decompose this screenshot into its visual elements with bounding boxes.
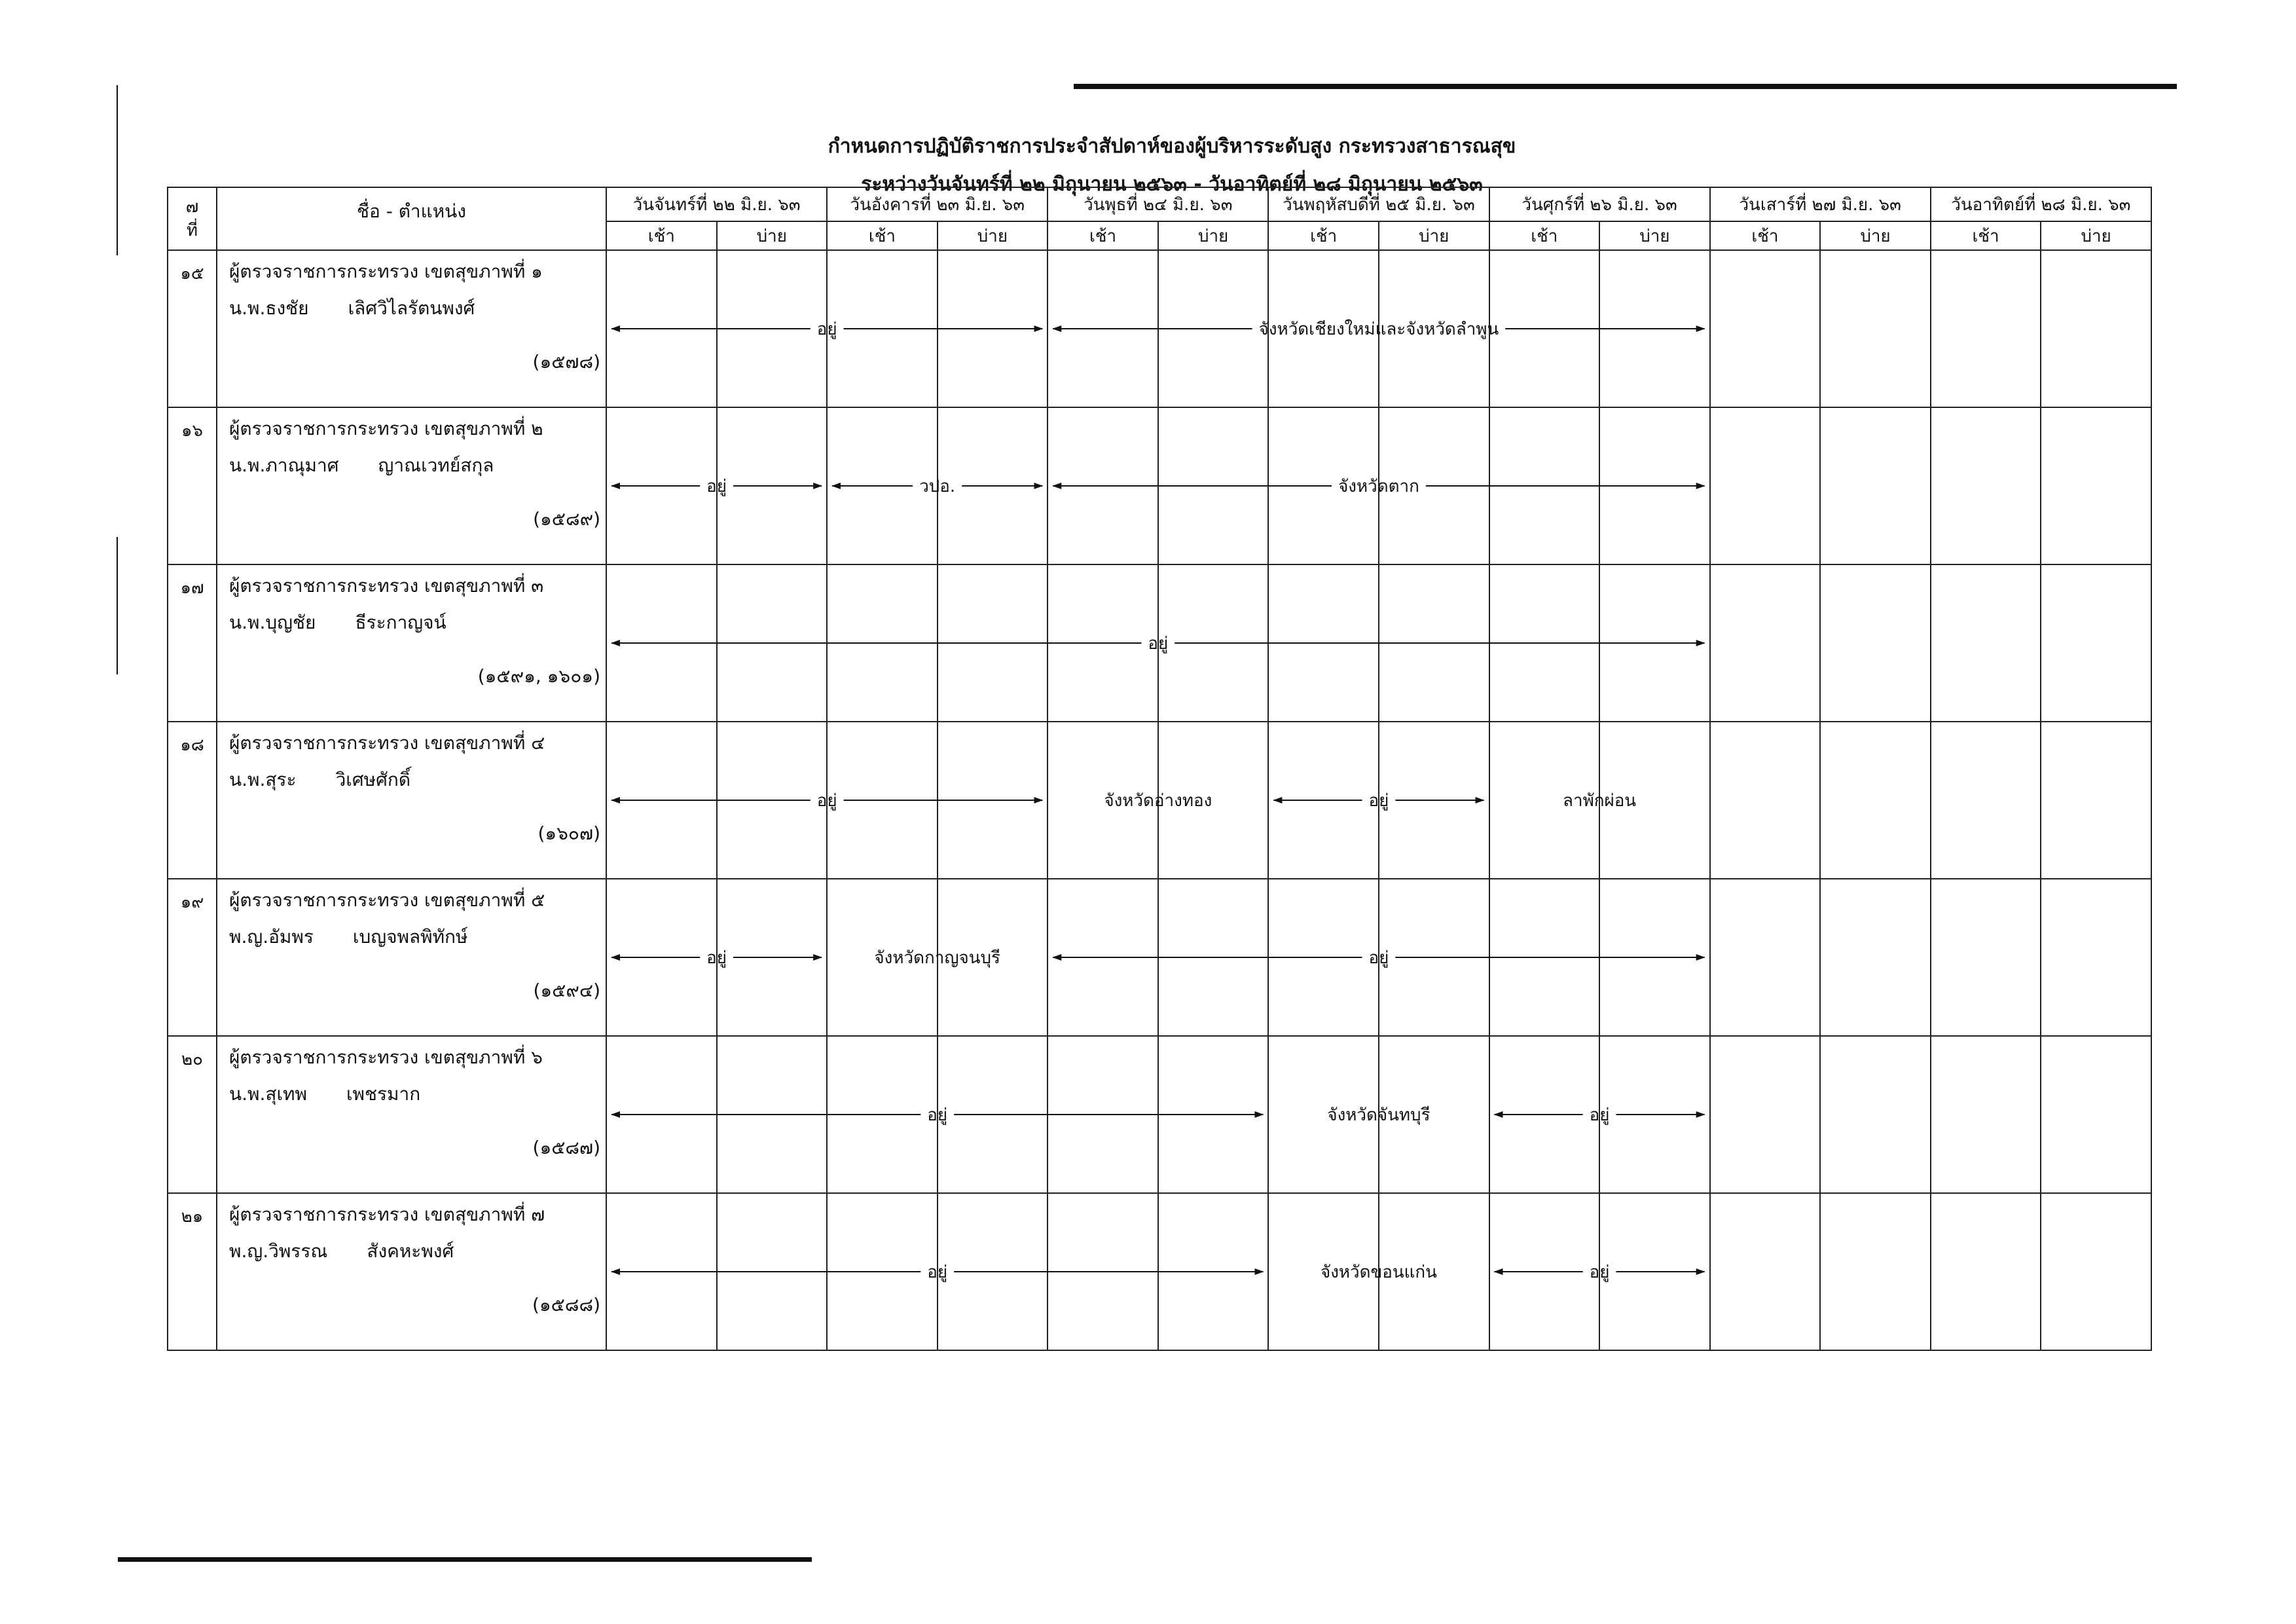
person-surname: วิเศษศักดิ์: [335, 769, 411, 790]
position-title: ผู้ตรวจราชการกระทรวง เขตสุขภาพที่ ๕: [229, 889, 545, 911]
position-title: ผู้ตรวจราชการกระทรวง เขตสุขภาพที่ ๑: [229, 261, 543, 282]
row-number: ๑๘: [168, 722, 217, 879]
position-title: ผู้ตรวจราชการกระทรวง เขตสุขภาพที่ ๓: [229, 575, 544, 597]
activity-label: อยู่: [706, 477, 727, 496]
activity-label: อยู่: [1368, 948, 1389, 968]
contact-code: (๑๕๗๘): [532, 351, 600, 373]
activity-label: อยู่: [1368, 791, 1389, 811]
person-prefix-name: พ.ญ.วิพรรณ: [229, 1240, 328, 1262]
header-morning: เช้า: [1710, 221, 1821, 250]
header-morning: เช้า: [1489, 221, 1600, 250]
activity-span: [1053, 948, 1704, 968]
activity-label: ลาพักผ่อน: [1563, 791, 1637, 811]
contact-code: (๑๕๙๔): [533, 980, 600, 1001]
activity-span: [611, 948, 822, 968]
header-number-mark: ๗: [185, 197, 199, 217]
contact-code: (๑๖๐๗): [538, 822, 600, 844]
activity-span: [1327, 1105, 1430, 1125]
activity-span: [1273, 791, 1484, 811]
row-number: ๑๙: [168, 879, 217, 1036]
activity-label: จังหวัดอ่างทอง: [1104, 791, 1212, 811]
header-day-wed: วันพุธที่ ๒๔ มิ.ย. ๖๓: [1048, 187, 1268, 221]
header-afternoon: บ่าย: [1599, 221, 1710, 250]
activity-label: อยู่: [816, 320, 837, 339]
document-subtitle: ระหว่างวันจันทร์ที่ ๒๒ มิถุนายน ๒๕๖๓ - วันอาทิตย์ที่ ๒๘ มิถุนายน ๒๕๖๓: [861, 173, 1483, 196]
person-surname: เบญจพลพิทักษ์: [352, 926, 468, 948]
activity-label: อยู่: [1148, 634, 1169, 654]
person-surname: เพชรมาก: [346, 1083, 421, 1105]
activity-label: จังหวัดกาญจนบุรี: [874, 948, 1000, 968]
activity-span: [611, 791, 1042, 811]
position-title: ผู้ตรวจราชการกระทรวง เขตสุขภาพที่ ๒: [229, 418, 543, 439]
row-number: ๒๐: [168, 1036, 217, 1193]
header-day-sat: วันเสาร์ที่ ๒๗ มิ.ย. ๖๓: [1710, 187, 1931, 221]
activity-span: [611, 634, 1705, 654]
contact-code: (๑๕๙๑, ๑๖๐๑): [477, 665, 600, 687]
activity-label: อยู่: [927, 1105, 948, 1125]
activity-span: [832, 477, 1042, 496]
contact-code: (๑๕๘๗): [532, 1137, 600, 1158]
activity-span: [1321, 1263, 1437, 1282]
activity-label: วปอ.: [919, 477, 956, 496]
row-number: ๑๕: [168, 250, 217, 407]
header-morning: เช้า: [606, 221, 717, 250]
activity-label: อยู่: [1589, 1263, 1610, 1282]
activity-label: จังหวัดเชียงใหม่และจังหวัดลำพูน: [1258, 320, 1499, 339]
header-afternoon: บ่าย: [1820, 221, 1931, 250]
activity-span: [1104, 791, 1212, 811]
person-surname: ธีระกาญจน์: [355, 612, 446, 633]
header-morning: เช้า: [1268, 221, 1379, 250]
activity-span: [611, 477, 822, 496]
document-title: กำหนดการปฏิบัติราชการประจำสัปดาห์ของผู้บริหารระดับสูง กระทรวงสาธารณสุข: [828, 135, 1516, 158]
position-title: ผู้ตรวจราชการกระทรวง เขตสุขภาพที่ ๖: [229, 1046, 543, 1068]
person-surname: สังคหะพงศ์: [367, 1240, 454, 1262]
position-title: ผู้ตรวจราชการกระทรวง เขตสุขภาพที่ ๔: [229, 732, 545, 754]
position-title: ผู้ตรวจราชการกระทรวง เขตสุขภาพที่ ๗: [229, 1204, 545, 1225]
header-afternoon: บ่าย: [938, 221, 1048, 250]
activity-label: อยู่: [816, 791, 837, 811]
header-day-thu: วันพฤหัสบดีที่ ๒๕ มิ.ย. ๖๓: [1268, 187, 1489, 221]
contact-code: (๑๕๘๘): [532, 1294, 600, 1316]
activity-label: อยู่: [706, 948, 727, 968]
activity-label: จังหวัดขอนแก่น: [1320, 1263, 1437, 1282]
header-afternoon: บ่าย: [2041, 221, 2151, 250]
header-name-position: ชื่อ - ตำแหน่ง: [217, 187, 606, 250]
header-day-tue: วันอังคารที่ ๒๓ มิ.ย. ๖๓: [827, 187, 1048, 221]
header-day-fri: วันศุกร์ที่ ๒๖ มิ.ย. ๖๓: [1489, 187, 1710, 221]
activity-span: [1495, 1105, 1705, 1125]
header-afternoon: บ่าย: [1379, 221, 1489, 250]
header-morning: เช้า: [1048, 221, 1158, 250]
activity-span: [1495, 1263, 1705, 1282]
activity-span: [1053, 477, 1704, 496]
activity-label: อยู่: [1589, 1105, 1610, 1125]
row-number: ๑๖: [168, 407, 217, 564]
activity-span: [611, 320, 1042, 339]
header-day-sun: วันอาทิตย์ที่ ๒๘ มิ.ย. ๖๓: [1931, 187, 2151, 221]
header-morning: เช้า: [827, 221, 938, 250]
person-prefix-name: น.พ.บุญชัย: [229, 612, 316, 633]
person-prefix-name: น.พ.สุระ: [229, 769, 297, 790]
activity-label: อยู่: [927, 1263, 948, 1282]
activity-span: [611, 1263, 1263, 1282]
header-morning: เช้า: [1931, 221, 2041, 250]
person-surname: เลิศวิไลรัตนพงศ์: [348, 297, 475, 319]
activity-span: [1563, 791, 1636, 811]
row-number: ๒๑: [168, 1193, 217, 1350]
person-prefix-name: น.พ.ธงชัย: [229, 297, 309, 319]
row-number: ๑๗: [168, 564, 217, 722]
activity-label: จังหวัดจันทบุรี: [1327, 1105, 1430, 1125]
header-afternoon: บ่าย: [1158, 221, 1269, 250]
person-prefix-name: น.พ.สุเทพ: [229, 1083, 307, 1105]
activity-span: [874, 948, 1000, 968]
activity-label: จังหวัดตาก: [1338, 477, 1419, 496]
person-prefix-name: พ.ญ.อัมพร: [229, 926, 314, 948]
activity-span: [1053, 320, 1704, 339]
person-prefix-name: น.พ.ภาณุมาศ: [229, 454, 339, 476]
contact-code: (๑๕๘๙): [533, 508, 600, 530]
person-surname: ญาณเวทย์สกุล: [378, 454, 494, 476]
activity-span: [611, 1105, 1263, 1125]
header-day-mon: วันจันทร์ที่ ๒๒ มิ.ย. ๖๓: [606, 187, 827, 221]
header-number-label: ที่: [186, 221, 198, 240]
header-afternoon: บ่าย: [717, 221, 828, 250]
